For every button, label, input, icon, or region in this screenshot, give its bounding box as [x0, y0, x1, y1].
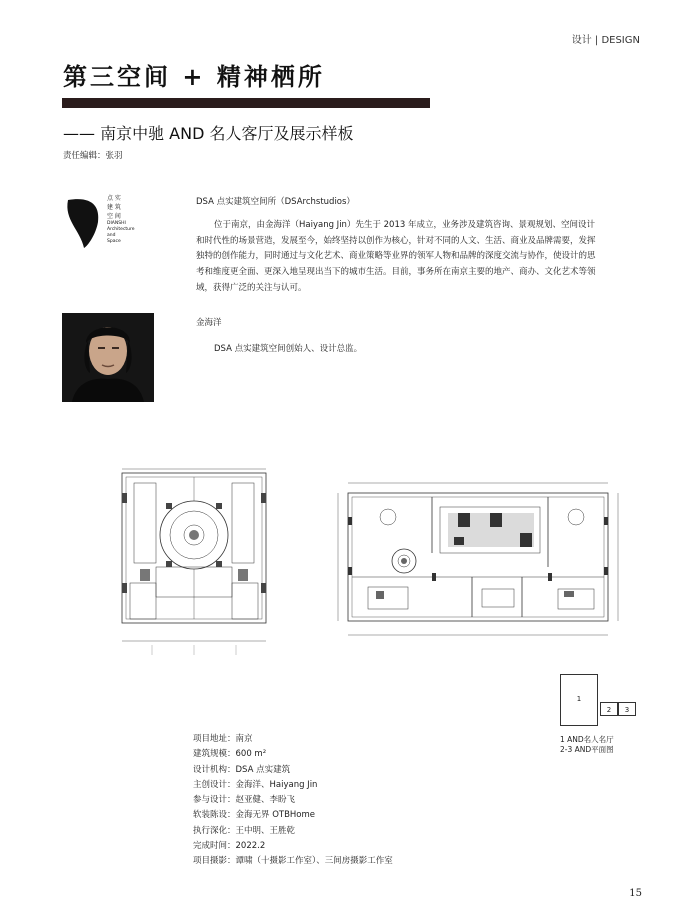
firm-logo-text	[107, 194, 147, 245]
project-detail-line: 主创设计：金海洋、Haiyang Jin	[193, 779, 318, 790]
editor-credit: 责任编辑：张羽	[63, 151, 123, 161]
project-detail-line: 设计机构：DSA 点实建筑	[193, 764, 291, 775]
page-title: 第三空间 + 精神栖所	[63, 62, 325, 91]
figure-key-number: 3	[624, 706, 630, 714]
logo-en-line: Architecture	[107, 227, 135, 232]
page-subtitle: —— 南京中驰 AND 名人客厅及展示样板	[63, 124, 354, 143]
designer-name: 金海洋	[196, 318, 222, 328]
floor-plan-1	[112, 463, 276, 661]
project-detail-line: 建筑规模：600 m²	[193, 749, 267, 760]
figure-key-box-1	[560, 674, 598, 726]
project-detail-line: 参与设计：赵亚健、李盼飞	[193, 795, 296, 806]
figure-captions	[560, 735, 614, 754]
project-detail-line: 软装陈设：金海无界 OTBHome	[193, 810, 316, 821]
figure-key-box-2	[600, 702, 618, 716]
figure-key-box-3	[618, 702, 636, 716]
figure-caption: 2-3 AND平面图	[560, 744, 614, 754]
floor-plan-2	[332, 477, 624, 644]
firm-heading: DSA 点实建筑空间所（DSArchstudios）	[196, 197, 355, 207]
title-underline-bar	[62, 98, 430, 108]
project-detail-line: 完成时间：2022.2	[193, 841, 266, 852]
project-detail-line: 项目地址：南京	[193, 734, 253, 744]
figure-caption: 1 AND名人名厅	[560, 735, 614, 744]
logo-cn-line: 点 实	[107, 195, 121, 202]
page-number: 15	[629, 888, 642, 899]
logo-cn-line: 建 筑	[107, 204, 121, 211]
section-label: 设计 | DESIGN	[571, 35, 640, 46]
designer-description: DSA 点实建筑空间创始人、设计总监。	[214, 344, 363, 354]
firm-intro: 位于南京，由金海洋（Haiyang Jin）先生于 2013 年成立，业务涉及建筑咨询、景观规划、空间设计和时代性的场景营造，发展至今，始终坚持以创作为核心，针对不同的人文、生活、商业及品牌需要，发挥独特的创作能力，同时通过与文化艺术、商业策略等业界的领军人物和品牌的深度交流与协作，使设计的思考和维度更全面、更深入地呈现出当下的城市生活。目前，事务所在南京主要的地产、商办、文化艺术等领域，获得广泛的关注与认可。	[196, 220, 596, 293]
logo-en-line: and	[107, 233, 116, 238]
logo-en-line: DIANSHI	[107, 221, 126, 226]
designer-portrait	[62, 313, 154, 402]
project-details	[193, 732, 393, 870]
logo-en-line: Space	[107, 239, 121, 244]
logo-cn-line: 空 间	[107, 213, 121, 220]
figure-key-number: 1	[576, 695, 582, 703]
project-detail-line: 项目摄影：谭啸（十摄影工作室）、三间房摄影工作室	[193, 856, 393, 867]
project-detail-line: 执行深化：王中明、王胜乾	[193, 825, 296, 836]
figure-key-number: 2	[606, 706, 612, 714]
figure-key	[560, 674, 636, 726]
